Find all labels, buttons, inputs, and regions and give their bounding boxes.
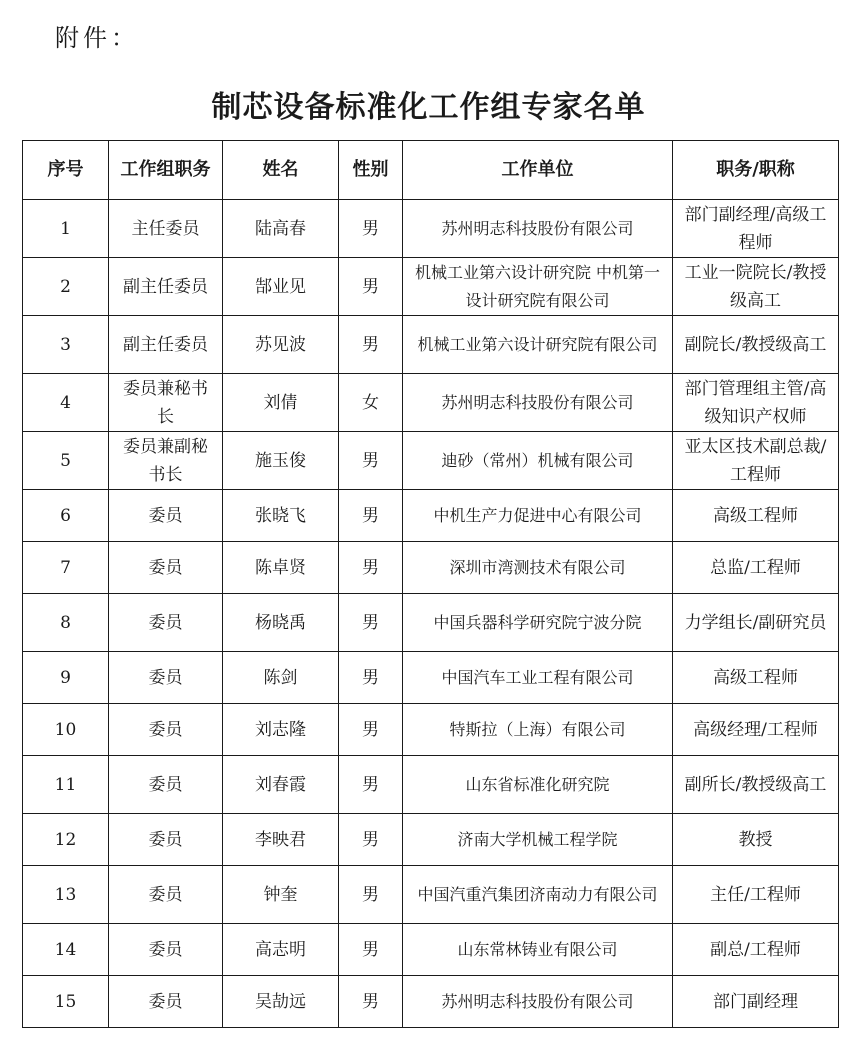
row-number: 3 [23,316,109,374]
row-gender: 男 [339,976,403,1028]
row-gender: 男 [339,756,403,814]
row-title: 部门副经理 [673,976,839,1028]
row-title: 副院长/教授级高工 [673,316,839,374]
row-name: 杨晓禹 [223,594,339,652]
table-row [23,866,839,924]
row-title: 高级工程师 [673,490,839,542]
expert-roster-table [22,140,839,1028]
row-role: 委员 [109,756,223,814]
row-unit: 苏州明志科技股份有限公司 [403,200,673,258]
row-gender: 男 [339,200,403,258]
row-number: 1 [23,200,109,258]
header-gender: 性别 [339,141,403,200]
row-gender: 男 [339,652,403,704]
row-name: 吴劼远 [223,976,339,1028]
row-gender: 男 [339,866,403,924]
row-name: 张晓飞 [223,490,339,542]
row-number: 9 [23,652,109,704]
table-row [23,814,839,866]
row-title: 部门副经理/高级工程师 [673,200,839,258]
row-role: 委员兼副秘书长 [109,432,223,490]
row-name: 陈剑 [223,652,339,704]
row-role: 委员 [109,924,223,976]
row-role: 委员 [109,976,223,1028]
row-unit: 苏州明志科技股份有限公司 [403,374,673,432]
row-name: 刘志隆 [223,704,339,756]
row-gender: 男 [339,542,403,594]
row-title: 力学组长/副研究员 [673,594,839,652]
row-title: 总监/工程师 [673,542,839,594]
row-unit: 特斯拉（上海）有限公司 [403,704,673,756]
row-unit: 济南大学机械工程学院 [403,814,673,866]
row-title: 教授 [673,814,839,866]
row-number: 12 [23,814,109,866]
row-role: 委员 [109,866,223,924]
row-role: 委员兼秘书长 [109,374,223,432]
row-unit: 中国汽车工业工程有限公司 [403,652,673,704]
row-name: 刘春霞 [223,756,339,814]
row-title: 高级工程师 [673,652,839,704]
row-role: 副主任委员 [109,316,223,374]
row-role: 主任委员 [109,200,223,258]
row-unit: 中国汽重汽集团济南动力有限公司 [403,866,673,924]
row-name: 陈卓贤 [223,542,339,594]
table-row [23,258,839,316]
table-row [23,594,839,652]
row-unit: 中机生产力促进中心有限公司 [403,490,673,542]
header-role: 工作组职务 [109,141,223,200]
row-title: 工业一院院长/教授级高工 [673,258,839,316]
row-unit: 机械工业第六设计研究院 中机第一设计研究院有限公司 [403,258,673,316]
row-number: 13 [23,866,109,924]
table-header-row [23,141,839,200]
row-title: 部门管理组主管/高级知识产权师 [673,374,839,432]
header-name: 姓名 [223,141,339,200]
row-number: 11 [23,756,109,814]
row-gender: 男 [339,316,403,374]
row-unit: 中国兵器科学研究院宁波分院 [403,594,673,652]
table-row [23,756,839,814]
table-row [23,200,839,258]
header-title: 职务/职称 [673,141,839,200]
table-row [23,652,839,704]
row-gender: 男 [339,704,403,756]
table-row [23,432,839,490]
row-unit: 山东常林铸业有限公司 [403,924,673,976]
row-number: 15 [23,976,109,1028]
table-row [23,924,839,976]
row-gender: 男 [339,924,403,976]
row-unit: 山东省标准化研究院 [403,756,673,814]
row-role: 委员 [109,490,223,542]
row-name: 郜业见 [223,258,339,316]
table-row [23,704,839,756]
row-unit: 机械工业第六设计研究院有限公司 [403,316,673,374]
row-title: 高级经理/工程师 [673,704,839,756]
row-number: 2 [23,258,109,316]
row-role: 委员 [109,704,223,756]
row-number: 7 [23,542,109,594]
row-number: 10 [23,704,109,756]
row-role: 委员 [109,542,223,594]
row-title: 副所长/教授级高工 [673,756,839,814]
header-number: 序号 [23,141,109,200]
table-row [23,490,839,542]
row-number: 5 [23,432,109,490]
row-gender: 男 [339,432,403,490]
table-row [23,374,839,432]
row-name: 李映君 [223,814,339,866]
row-name: 高志明 [223,924,339,976]
table-row [23,316,839,374]
row-number: 6 [23,490,109,542]
row-name: 钟奎 [223,866,339,924]
document-title: 制芯设备标准化工作组专家名单 [211,90,646,125]
row-title: 副总/工程师 [673,924,839,976]
header-unit: 工作单位 [403,141,673,200]
row-gender: 男 [339,490,403,542]
row-number: 4 [23,374,109,432]
table-row [23,542,839,594]
table-body [23,200,839,1028]
table-row [23,976,839,1028]
row-number: 8 [23,594,109,652]
row-role: 委员 [109,594,223,652]
row-role: 委员 [109,652,223,704]
row-gender: 男 [339,594,403,652]
attachment-label: 附件： [55,24,139,52]
row-unit: 深圳市湾测技术有限公司 [403,542,673,594]
row-name: 刘倩 [223,374,339,432]
row-unit: 苏州明志科技股份有限公司 [403,976,673,1028]
row-role: 副主任委员 [109,258,223,316]
row-name: 陆高春 [223,200,339,258]
row-number: 14 [23,924,109,976]
row-unit: 迪砂（常州）机械有限公司 [403,432,673,490]
row-name: 苏见波 [223,316,339,374]
row-name: 施玉俊 [223,432,339,490]
row-gender: 男 [339,814,403,866]
row-role: 委员 [109,814,223,866]
row-gender: 男 [339,258,403,316]
row-gender: 女 [339,374,403,432]
row-title: 亚太区技术副总裁/工程师 [673,432,839,490]
row-title: 主任/工程师 [673,866,839,924]
